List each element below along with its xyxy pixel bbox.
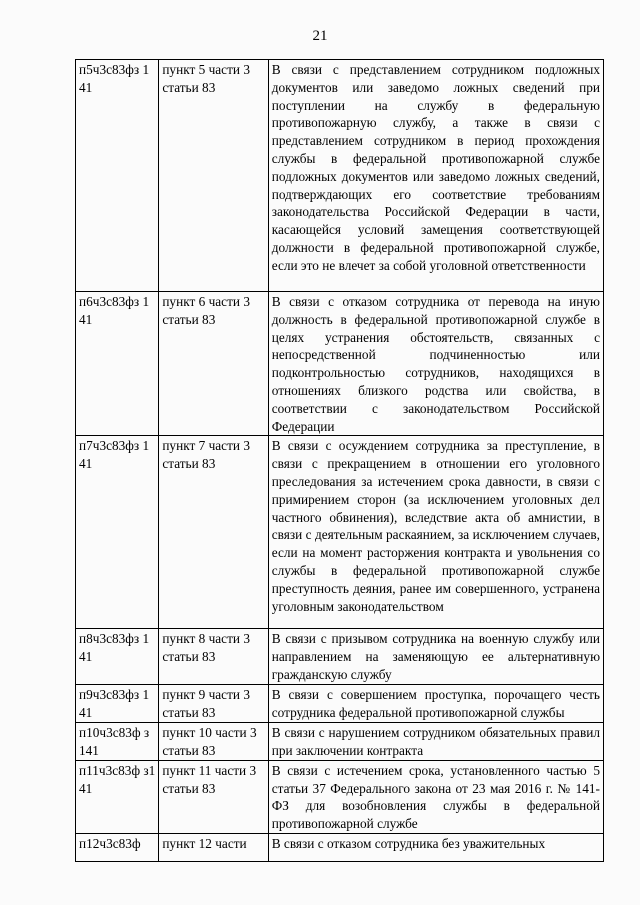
table-row <box>76 722 604 760</box>
dismissal-grounds-table <box>75 59 604 862</box>
row-reference: пункт 5 части 3 статьи 83 <box>159 60 268 292</box>
row-reference: пункт 12 части <box>159 833 268 861</box>
row-code: п8ч3с83фз 141 <box>76 629 159 684</box>
row-code: п11ч3с83ф з141 <box>76 760 159 833</box>
table-row <box>76 684 604 722</box>
row-description: В связи с осуждением сотрудника за преступление, в связи с прекращением в отношении его уголовного преследования за истечением срока давности, в связи с примирением сторон (за исключением уголовных дел частного обвинения), вследствие акта об амнистии, в связи с деятельным раскаянием, за исключением случаев, если на момент расторжения контракта и увольнения со службы в федеральной противопожарной службе преступность деяния, ранее им совершенного, устранена уголовным законодательством <box>268 436 603 629</box>
table-row <box>76 629 604 684</box>
row-code: п5ч3с83фз 141 <box>76 60 159 292</box>
row-description: В связи с нарушением сотрудником обязательных правил при заключении контракта <box>268 722 603 760</box>
row-reference: пункт 9 части 3 статьи 83 <box>159 684 268 722</box>
row-description: В связи с призывом сотрудника на военную службу или направлением на заменяющую ее альтернативную гражданскую службу <box>268 629 603 684</box>
table-row <box>76 60 604 292</box>
row-code: п7ч3с83фз 141 <box>76 436 159 629</box>
table-row <box>76 760 604 833</box>
table-row <box>76 833 604 861</box>
row-description: В связи с совершением проступка, порочащего честь сотрудника федеральной противопожарной службы <box>268 684 603 722</box>
row-description: В связи с отказом сотрудника без уважительных <box>268 833 603 861</box>
row-description: В связи с представлением сотрудником подложных документов или заведомо ложных сведений при поступлении на службу в федеральную противопожарную службу, а также в связи с представлением сотрудником в период прохождения службы в федеральной противопожарной службе подложных документов или заведомо ложных сведений, подтверждающих его соответствие требованиям законодательства Российской Федерации в части, касающейся условий замещения соответствующей должности в федеральной противопожарной службе, если это не влечет за собой уголовной ответственности <box>268 60 603 292</box>
row-code: п9ч3с83фз 141 <box>76 684 159 722</box>
row-code: п10ч3с83ф з141 <box>76 722 159 760</box>
row-reference: пункт 8 части 3 статьи 83 <box>159 629 268 684</box>
table-row <box>76 436 604 629</box>
row-code: п6ч3с83фз 141 <box>76 292 159 436</box>
row-reference: пункт 11 части 3 статьи 83 <box>159 760 268 833</box>
row-reference: пункт 7 части 3 статьи 83 <box>159 436 268 629</box>
row-reference: пункт 10 части 3 статьи 83 <box>159 722 268 760</box>
table-row <box>76 292 604 436</box>
page-number: 21 <box>312 28 328 44</box>
row-reference: пункт 6 части 3 статьи 83 <box>159 292 268 436</box>
row-description: В связи с отказом сотрудника от перевода на иную должность в федеральной противопожарной службе в целях устранения обстоятельств, связанных с непосредственной подчиненностью или подконтрольностью сотрудников, находящихся в отношениях близкого родства или свойства, в соответствии с законодательством Российской Федерации <box>268 292 603 436</box>
row-code: п12ч3с83ф <box>76 833 159 861</box>
row-description: В связи с истечением срока, установленного частью 5 статьи 37 Федерального закона от 23 мая 2016 г. № 141-ФЗ для возобновления службы в федеральной противопожарной службе <box>268 760 603 833</box>
